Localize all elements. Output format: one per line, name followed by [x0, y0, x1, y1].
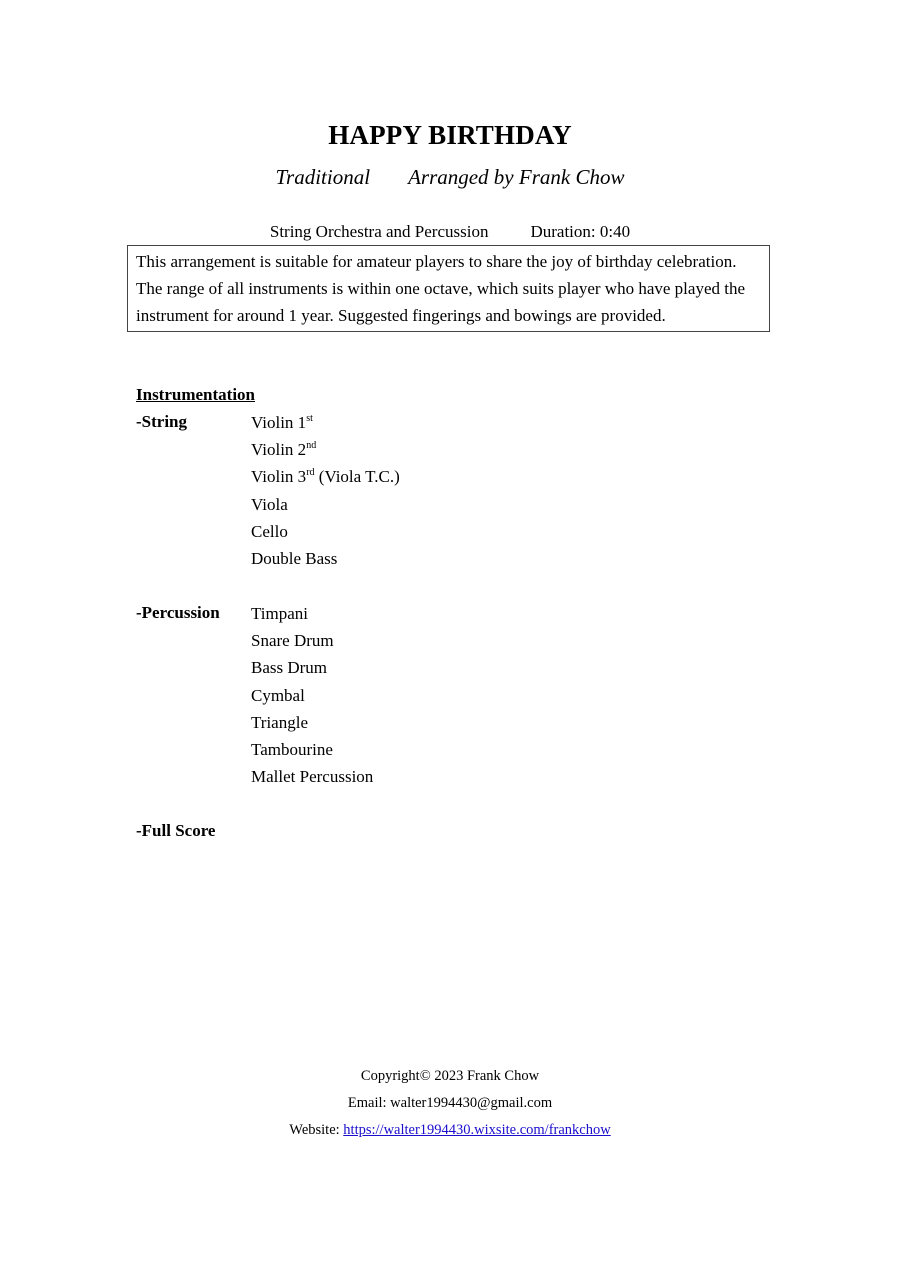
- instrument-viola: Viola: [251, 494, 288, 514]
- instrument-violin-2: Violin 2nd: [251, 440, 317, 460]
- string-instrument-list: [251, 409, 400, 572]
- instrument-bass-drum: Bass Drum: [251, 658, 328, 678]
- percussion-group-label: -Percussion: [136, 603, 220, 622]
- instrumentation-heading: Instrumentation: [136, 385, 256, 404]
- duration-label: Duration: 0:40: [530, 222, 631, 241]
- instrument-cymbal: Cymbal: [251, 685, 305, 705]
- subtitle: [0, 165, 900, 190]
- website-link[interactable]: https://walter1994430.wixsite.com/frankchow: [343, 1122, 611, 1138]
- instrument-triangle: Triangle: [251, 712, 308, 732]
- arranger-credit: Arranged by Frank Chow: [408, 165, 625, 189]
- page-title: HAPPY BIRTHDAY: [328, 120, 572, 150]
- meta-line: [0, 222, 900, 242]
- instrument-snare-drum: Snare Drum: [251, 631, 334, 651]
- website-line: [0, 1122, 900, 1139]
- instrument-double-bass: Double Bass: [251, 548, 338, 568]
- instrument-tambourine: Tambourine: [251, 739, 333, 759]
- ensemble-label: String Orchestra and Percussion: [269, 222, 489, 241]
- full-score-label: -Full Score: [136, 821, 216, 840]
- string-group-label: -String: [136, 412, 187, 431]
- instrument-violin-1: Violin 1st: [251, 413, 313, 432]
- instrument-violin-3: Violin 3rd (Viola T.C.): [251, 467, 400, 487]
- copyright-line: Copyright© 2023 Frank Chow: [360, 1068, 540, 1084]
- percussion-instrument-list: [251, 600, 373, 790]
- instrument-mallet-percussion: Mallet Percussion: [251, 767, 374, 787]
- composer-credit: Traditional: [275, 165, 371, 189]
- instrument-timpani: Timpani: [251, 604, 309, 623]
- description-box: This arrangement is suitable for amateur players to share the joy of birthday celebration. The range of all instruments is within one octave, which suits player who have played the instrument for around 1 year. Suggested fingerings and bowings are provided.: [127, 245, 770, 332]
- website-label: Website:: [289, 1122, 344, 1138]
- email-line: Email: walter1994430@gmail.com: [347, 1095, 553, 1111]
- instrument-cello: Cello: [251, 521, 288, 541]
